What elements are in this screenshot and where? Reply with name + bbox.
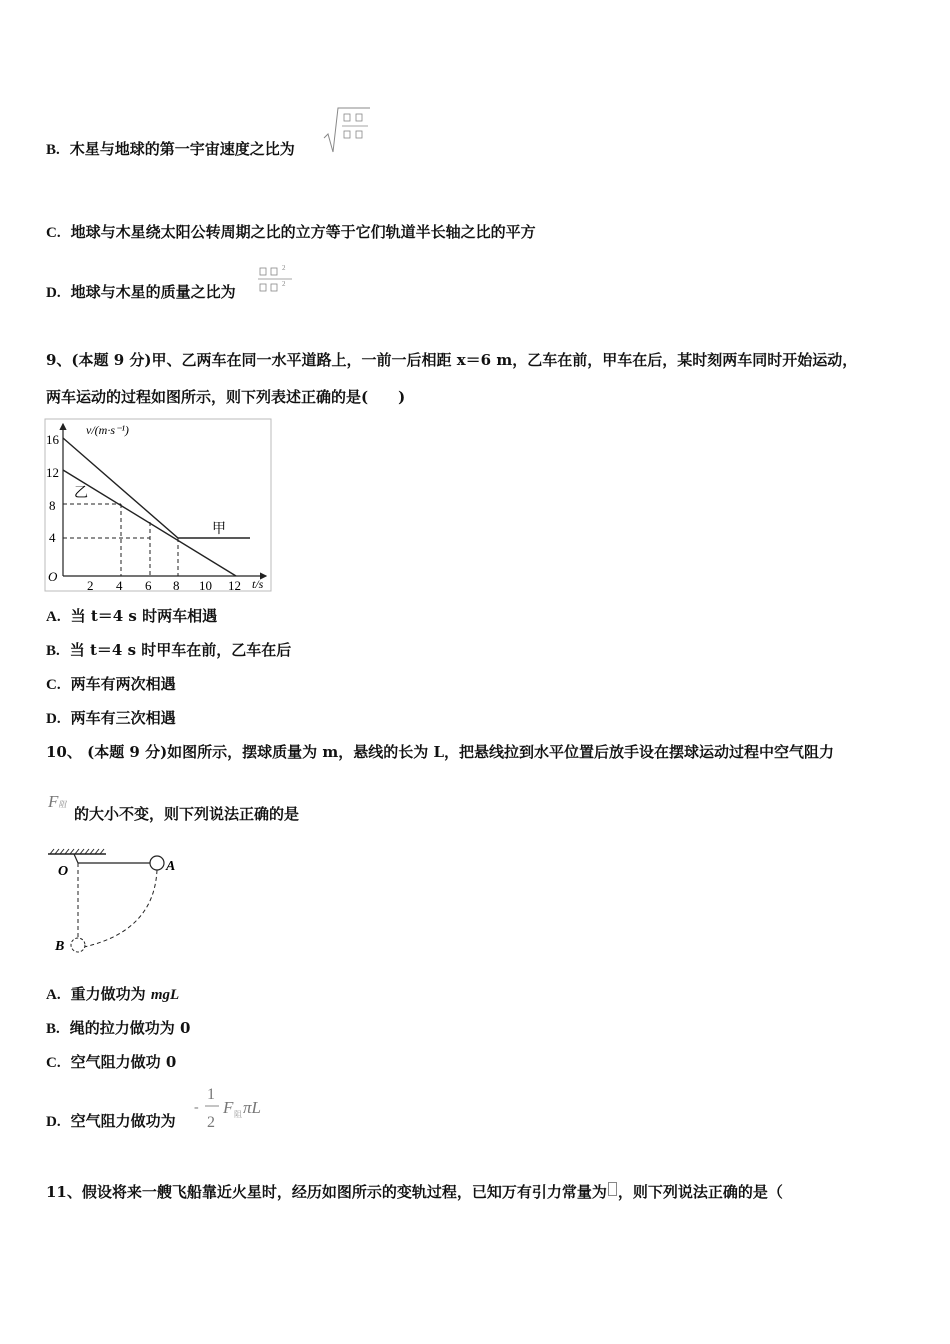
fraction-numerator: 1: [207, 1086, 215, 1103]
placeholder-box-icon: [608, 1182, 617, 1196]
option-letter: B.: [46, 1021, 60, 1037]
option-text: 当 t＝4 s 时甲车在前，乙车在后: [69, 641, 292, 659]
f-letter: F: [48, 792, 59, 811]
series-yi-label: 乙: [74, 486, 88, 501]
mass-ratio-formula: [256, 262, 298, 298]
x-tick-label: 2: [87, 578, 94, 592]
series-jia-label: 甲: [212, 522, 226, 537]
option-text: 当 t＝4 s 时两车相遇: [70, 607, 218, 625]
x-axis-label: t/s: [252, 577, 264, 591]
pendulum-diagram: [44, 846, 194, 958]
point-a-label: A: [166, 859, 176, 874]
ball-a: [150, 856, 164, 870]
fraction-denominator: 2: [207, 1114, 215, 1131]
origin-label: O: [48, 569, 58, 584]
x-tick-label: 4: [116, 578, 123, 592]
option-text: 地球与木星的质量之比为: [70, 283, 236, 301]
option-italic-text: mgL: [150, 987, 180, 1003]
y-tick-label: 8: [49, 498, 56, 513]
f-letter: F: [223, 1098, 234, 1117]
svg-text:2: 2: [282, 264, 286, 272]
x-tick-label: 12: [228, 578, 241, 592]
q9-option-a: [46, 606, 217, 627]
point-o-label: O: [58, 864, 69, 879]
x-tick-label: 10: [199, 578, 212, 592]
work-formula: [194, 1082, 274, 1132]
option-letter: D.: [46, 711, 61, 727]
option-text: 空气阻力做功 0: [70, 1053, 177, 1071]
q8-option-b: [46, 139, 295, 160]
q9-stem-line1: 9、(本题 9 分)甲、乙两车在同一水平道路上，一前一后相距 x＝6 m，乙车在前，甲车在后，某时刻两车同时开始运动，: [46, 351, 858, 369]
sqrt-ratio-formula: [322, 104, 372, 156]
option-letter: A.: [46, 609, 61, 625]
swing-arc: [84, 870, 157, 947]
option-letter: B.: [46, 142, 60, 158]
option-text: 重力做功为: [70, 985, 151, 1003]
option-letter: A.: [46, 987, 61, 1003]
option-text: 地球与木星绕太阳公转周期之比的立方等于它们轨道半长轴之比的平方: [70, 223, 536, 241]
f-subscript: 阻: [234, 1110, 242, 1119]
q10-option-a: [46, 984, 179, 1005]
ball-b: [71, 938, 85, 952]
option-letter: D.: [46, 285, 61, 301]
q9-option-b: [46, 640, 291, 661]
pi-l: πL: [243, 1098, 261, 1117]
q9-option-d: [46, 708, 176, 729]
q10-option-b: [46, 1018, 190, 1039]
point-b-label: B: [55, 939, 65, 954]
f-resist-symbol: [48, 792, 66, 812]
option-letter: B.: [46, 643, 60, 659]
q10-option-c: [46, 1052, 176, 1073]
option-text: 两车有两次相遇: [70, 675, 176, 693]
y-tick-label: 4: [49, 530, 56, 545]
option-letter: D.: [46, 1114, 61, 1130]
y-tick-label: 12: [46, 465, 59, 480]
q10-stem-line2: 的大小不变，则下列说法正确的是: [74, 805, 300, 823]
q10-stem-line1: 10、 (本题 9 分)如图所示，摆球质量为 m，悬线的长为 L，把悬线拉到水平位置后放手设在摆球运动过程中空气阻力: [46, 743, 835, 761]
q10-option-d: [46, 1111, 176, 1132]
q11-stem: [46, 1182, 783, 1202]
q11-stem-end: ，则下列说法正确的是（: [617, 1183, 783, 1201]
option-letter: C.: [46, 225, 61, 241]
y-axis-label: v/(m·s⁻¹): [86, 423, 129, 437]
option-text: 木星与地球的第一宇宙速度之比为: [69, 140, 295, 158]
q9-stem-line2: 两车运动的过程如图所示，则下列表述正确的是( ): [46, 388, 406, 406]
x-tick-label: 6: [145, 578, 152, 592]
option-letter: C.: [46, 677, 61, 693]
option-text: 绳的拉力做功为 0: [69, 1019, 191, 1037]
option-letter: C.: [46, 1055, 61, 1071]
x-tick-label: 8: [173, 578, 180, 592]
y-tick-label: 16: [46, 432, 59, 447]
option-text: 两车有三次相遇: [70, 709, 176, 727]
q8-option-d: [46, 282, 236, 303]
q8-option-c: [46, 222, 536, 243]
q11-stem-text: 11、假设将来一艘飞船靠近火星时，经历如图所示的变轨过程，已知万有引力常量为: [46, 1183, 607, 1201]
vt-graph: [44, 418, 272, 592]
q9-option-c: [46, 674, 176, 695]
minus-sign: -: [194, 1100, 199, 1115]
f-subscript: 阻: [58, 800, 67, 809]
option-text: 空气阻力做功为: [70, 1112, 176, 1130]
svg-text:2: 2: [282, 280, 286, 288]
